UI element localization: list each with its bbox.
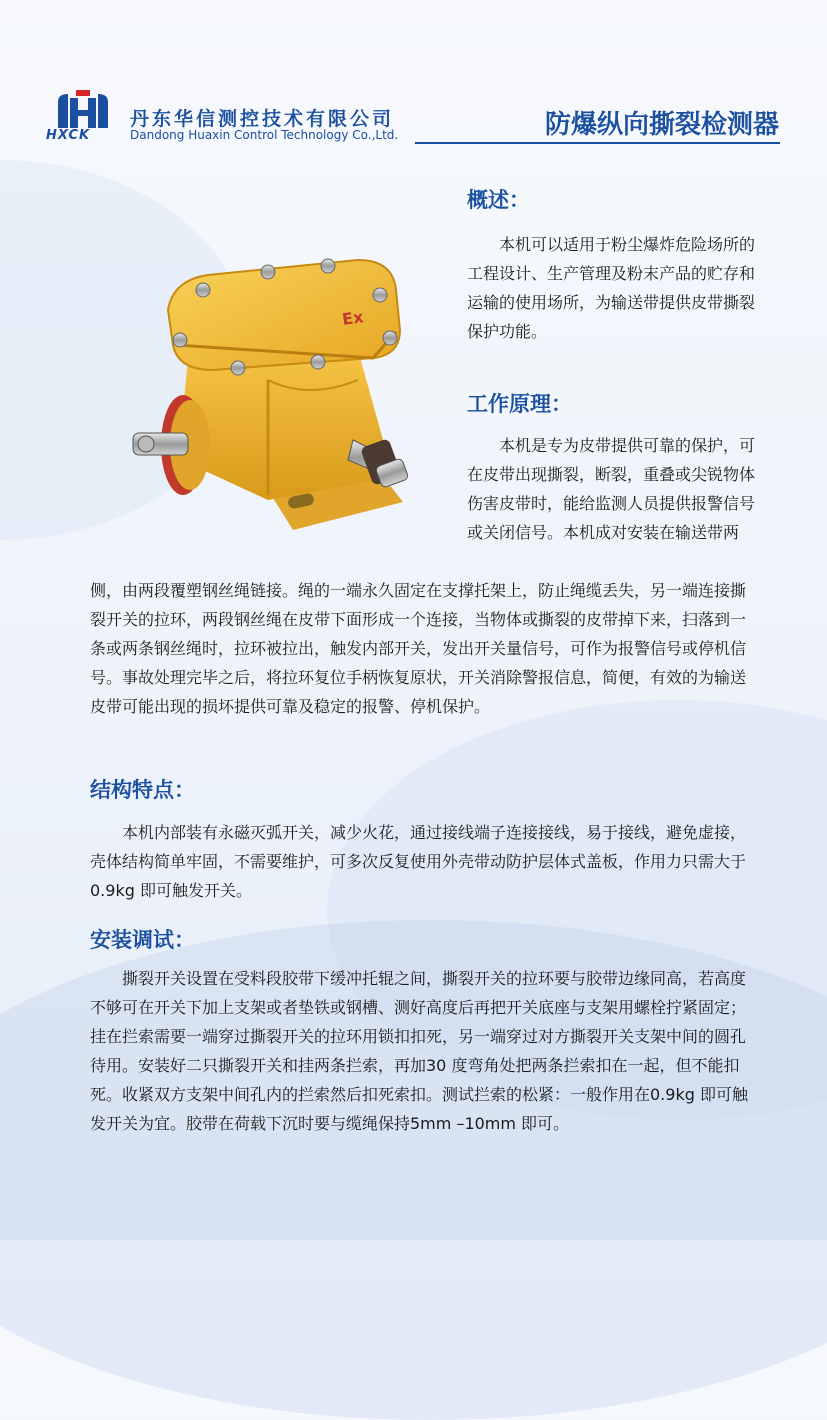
company-name-cn: 丹东华信测控技术有限公司 xyxy=(130,108,395,130)
page-header xyxy=(0,0,827,160)
principle-text-part2: 侧，由两段覆塑钢丝绳链接。绳的一端永久固定在支撑托架上，防止绳缆丢失，另一端连接撕裂开关的拉环，两段钢丝绳在皮带下面形成一个连接，当物体或撕裂的皮带掉下来，扫落到一条或两条钢丝绳时，拉环被拉出，触发内部开关，发出开关量信号，可作为报警信号或停机信号。事故处理完毕之后，将拉环复位手柄恢复原状，开关消除警报信息，简便，有效的为输送皮带可能出现的损坏提供可靠及稳定的报警、停机保护。 xyxy=(90,581,747,716)
structure-text: 本机内部装有永磁灭弧开关，减少火花，通过接线端子连接接线，易于接线，避免虚接，壳体结构简单牢固，不需要维护，可多次反复使用外壳带动防护层体式盖板，作用力只需大于0.9kg 即可触发开关。 xyxy=(90,823,747,900)
section-title-principle: 工作原理： xyxy=(467,392,572,416)
install-text: 撕裂开关设置在受料段胶带下缓冲托辊之间，撕裂开关的拉环要与胶带边缘同高，若高度不够可在开关下加上支架或者垫铁或钢槽、测好高度后再把开关底座与支架用螺栓拧紧固定；挂在拦索需要一端穿过撕裂开关的拉环用锁扣扣死，另一端穿过对方撕裂开关支架中间的圆孔待用。安装好二只撕裂开关和挂两条拦索，再加30 度弯角处把两条拦索扣在一起，但不能扣死。收紧双方支架中间孔内的拦索然后扣死索扣。测试拦索的松紧：一般作用在0.9kg 即可触发开关为宜。胶带在荷载下沉时要与缆绳保持5mm –10mm 即可。 xyxy=(90,969,748,1133)
header-divider xyxy=(415,142,780,144)
overview-text: 本机可以适用于粉尘爆炸危险场所的工程设计、生产管理及粉末产品的贮存和运输的使用场所，为输送带提供皮带撕裂保护功能。 xyxy=(467,235,756,341)
company-name-en: Dandong Huaxin Control Technology Co.,Ltd. xyxy=(130,128,399,142)
explosion-proof-switch-image xyxy=(128,240,458,540)
principle-text-part1: 本机是专为皮带提供可靠的保护，可在皮带出现撕裂，断裂，重叠或尖锐物体伤害皮带时，能给监测人员提供报警信号或关闭信号。本机成对安装在输送带两 xyxy=(467,436,756,542)
section-title-install: 安装调试： xyxy=(90,928,195,952)
svg-text:Ex: Ex xyxy=(340,307,365,329)
logo-text: HXCK xyxy=(46,128,91,143)
section-title-structure: 结构特点： xyxy=(90,778,195,802)
product-title: 防爆纵向撕裂检测器 xyxy=(544,110,779,140)
section-title-overview: 概述： xyxy=(467,188,530,212)
